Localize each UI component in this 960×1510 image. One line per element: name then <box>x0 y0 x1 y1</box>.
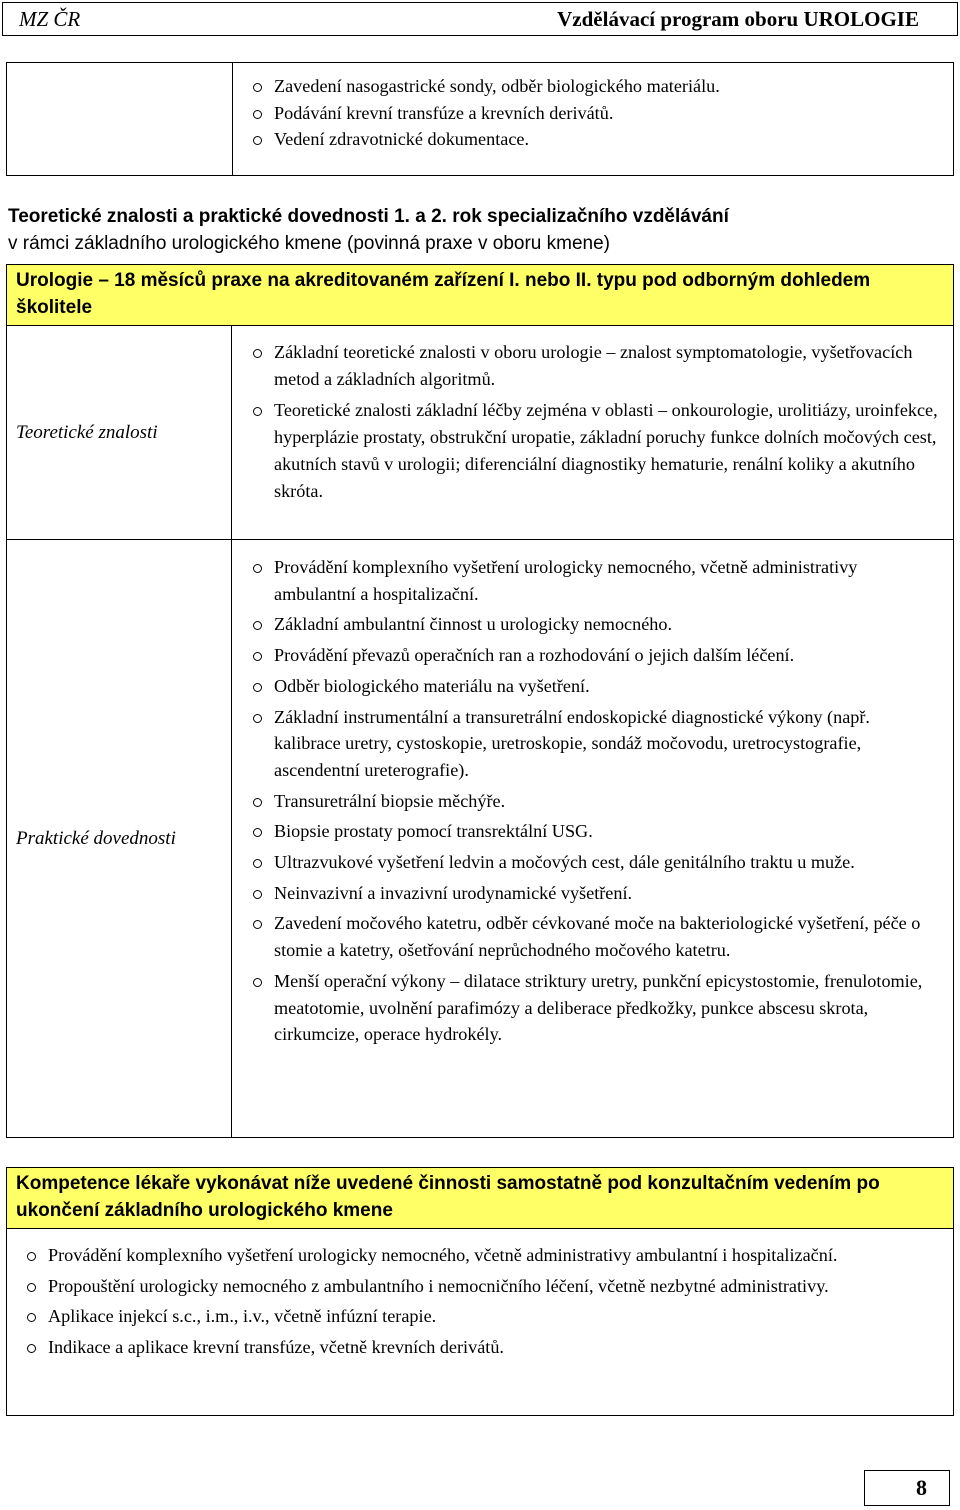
practice-list <box>250 554 940 1048</box>
section-heading <box>8 203 938 257</box>
practice-label: Praktické dovednosti <box>6 539 232 1138</box>
top-table <box>6 62 954 176</box>
theory-list <box>250 339 940 504</box>
list-item: Biopsie prostaty pomocí transrektální USG. <box>250 818 940 845</box>
list-item: Základní ambulantní činnost u urologicky nemocného. <box>250 611 940 638</box>
list-item: Základní teoretické znalosti v oboru urologie – znalost symptomatologie, vyšetřovacích metod a základních algoritmů. <box>250 339 940 392</box>
section-heading-line2: v rámci základního urologického kmene (povinná praxe v oboru kmene) <box>8 233 610 254</box>
list-item: Základní instrumentální a transuretrální endoskopické diagnostické výkony (např. kalibrace uretry, cystoskopie, uretroskopie, sondáž močovodu, uretrocystografie, ascendentní ureterografie). <box>250 704 940 784</box>
list-item: Zavedení močového katetru, odběr cévkované moče na bakteriologické vyšetření, péče o stomie a katetry, ošetřování neprůchodného močového katetru. <box>250 910 940 963</box>
list-item: Ultrazvukové vyšetření ledvin a močových cest, dále genitálního traktu u muže. <box>250 849 940 876</box>
banner-urologie: Urologie – 18 měsíců praxe na akreditovaném zařízení I. nebo II. typu pod odborným dohledem školitele <box>6 264 954 326</box>
header-title: Vzdělávací program oboru UROLOGIE <box>557 6 919 31</box>
list-item: Vedení zdravotnické dokumentace. <box>250 126 940 153</box>
page-number: 8 <box>864 1470 950 1506</box>
list-item: Provádění převazů operačních ran a rozhodování o jejich dalším léčení. <box>250 642 940 669</box>
list-item: Provádění komplexního vyšetření urologicky nemocného, včetně administrativy ambulantní a hospitalizační. <box>250 554 940 607</box>
list-item: Zavedení nasogastrické sondy, odběr biologického materiálu. <box>250 73 940 100</box>
theory-label: Teoretické znalosti <box>6 325 232 540</box>
list-item: Propouštění urologicky nemocného z ambulantního i nemocničního léčení, včetně nezbytné administrativy. <box>24 1273 934 1300</box>
list-item: Aplikace injekcí s.c., i.m., i.v., včetně infúzní terapie. <box>24 1303 934 1330</box>
list-item: Odběr biologického materiálu na vyšetření. <box>250 673 940 700</box>
list-item: Neinvazivní a invazivní urodynamické vyšetření. <box>250 880 940 907</box>
top-list <box>250 73 940 153</box>
section-heading-line1: Teoretické znalosti a praktické dovednosti 1. a 2. rok specializačního vzdělávání <box>8 206 729 227</box>
list-item: Transuretrální biopsie měchýře. <box>250 788 940 815</box>
list-item: Podávání krevní transfúze a krevních derivátů. <box>250 100 940 127</box>
page-header <box>2 2 958 36</box>
list-item: Indikace a aplikace krevní transfúze, včetně krevních derivátů. <box>24 1334 934 1361</box>
header-left: MZ ČR <box>19 6 81 31</box>
list-item: Teoretické znalosti základní léčby zejména v oblasti – onkourologie, urolitiázy, uroinfekce, hyperplázie prostaty, obstrukční uropatie, základní poruchy funkce dolních močových cest, akutních stavů v urologii; diferenciální diagnostiky hematurie, renální koliky a akutního skróta. <box>250 397 940 504</box>
theory-content <box>231 325 954 540</box>
list-item: Menší operační výkony – dilatace striktury uretry, punkční epicystostomie, frenulotomie, meatotomie, uvolnění parafimózy a deliberace předkožky, punkce abscesu skrota, cirkumcize, operace hydrokély. <box>250 968 940 1048</box>
practice-content <box>231 539 954 1138</box>
list-item: Provádění komplexního vyšetření urologicky nemocného, včetně administrativy ambulantní i hospitalizační. <box>24 1242 934 1269</box>
banner-competence: Kompetence lékaře vykonávat níže uvedené činnosti samostatně pod konzultačním vedením po ukončení základního urologického kmene <box>6 1167 954 1229</box>
competence-box <box>6 1228 954 1416</box>
competence-list <box>24 1242 934 1361</box>
top-table-left-cell <box>7 63 233 175</box>
